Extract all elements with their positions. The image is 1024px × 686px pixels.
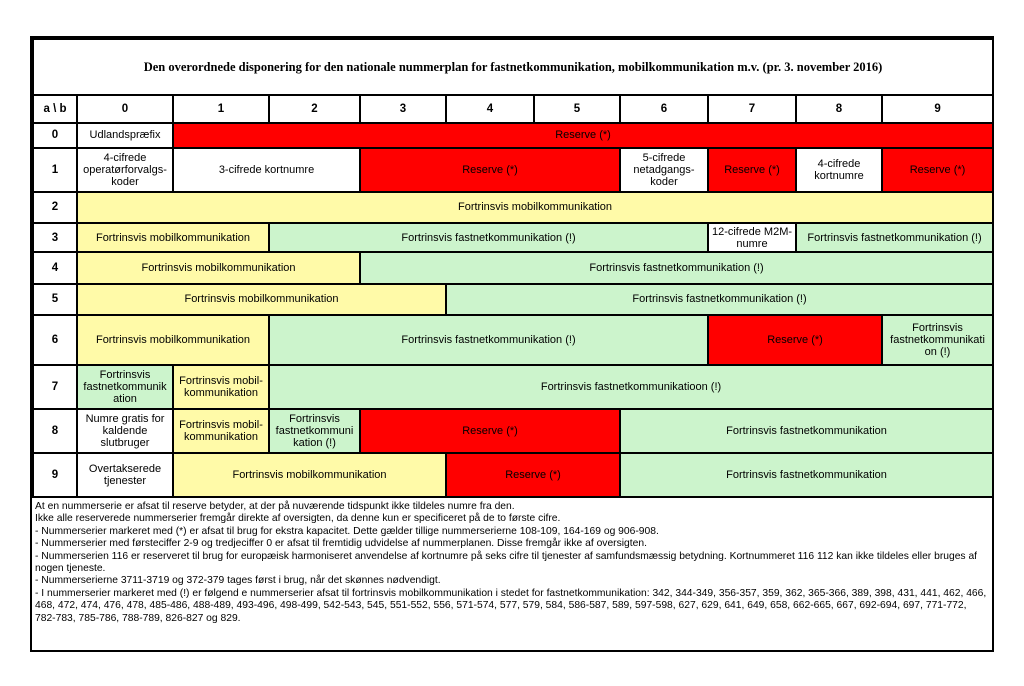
plan-cell-other: Numre gratis for kaldende slutbruger	[77, 409, 173, 453]
numbering-plan-table	[32, 38, 994, 498]
column-header-0: 0	[77, 95, 173, 122]
note-line: - Nummerserien 116 er reserveret til brug for europæisk harmoniseret anvendelse af kortnumre på seks cifre til tjenester af samfundsmæssig betydning. Kortnummeret 116 112 kan ikke tildeles eller bruges af nogen tjeneste.	[35, 550, 978, 575]
plan-cell-fastnet: Fortrinsvis fastnetkommunik ation	[77, 365, 173, 409]
plan-cell-mobil: Fortrinsvis mobilkommunikation	[77, 192, 993, 223]
table-row	[33, 284, 993, 315]
plan-cell-fastnet: Fortrinsvis fastnetkommuni kation (!)	[269, 409, 360, 453]
row-header-5: 5	[33, 284, 77, 315]
table-row	[33, 453, 993, 497]
plan-cell-fastnet: Fortrinsvis fastnetkommunikation (!)	[269, 223, 708, 252]
title-row	[33, 39, 993, 95]
plan-cell-mobil: Fortrinsvis mobilkommunikation	[77, 252, 360, 283]
note-line: - Nummerserier med førsteciffer 2-9 og tredjeciffer 0 er afsat til fremtidig udvidelse af nummerplanen. Disse fremgår ikke af oversigten.	[35, 538, 647, 550]
table-row	[33, 252, 993, 283]
table-row	[33, 192, 993, 223]
plan-cell-mobil: Fortrinsvis mobilkommunikation	[173, 453, 446, 497]
column-header-2: 2	[269, 95, 360, 122]
plan-cell-fastnet: Fortrinsvis fastnetkommunikation (!)	[360, 252, 993, 283]
plan-cell-fastnet: Fortrinsvis fastnetkommunikation (!)	[446, 284, 993, 315]
plan-cell-other: Udlandspræfix	[77, 123, 173, 148]
plan-cell-reserve: Reserve (*)	[446, 453, 620, 497]
column-header-1: 1	[173, 95, 269, 122]
table-row	[33, 223, 993, 252]
row-header-4: 4	[33, 252, 77, 283]
row-header-9: 9	[33, 453, 77, 497]
row-header-6: 6	[33, 315, 77, 365]
plan-cell-other: 12-cifrede M2M-numre	[708, 223, 796, 252]
plan-cell-fastnet: Fortrinsvis fastnetkommunikation	[620, 453, 993, 497]
column-header-row	[33, 95, 993, 122]
numbering-plan-document	[30, 36, 994, 652]
plan-cell-reserve: Reserve (*)	[882, 148, 993, 192]
plan-cell-other: Overtakserede tjenester	[77, 453, 173, 497]
plan-cell-mobil: Fortrinsvis mobilkommunikation	[77, 223, 269, 252]
column-header-7: 7	[708, 95, 796, 122]
column-header-4: 4	[446, 95, 534, 122]
plan-cell-fastnet: Fortrinsvis fastnetkommunikation	[620, 409, 993, 453]
row-header-3: 3	[33, 223, 77, 252]
plan-cell-fastnet: Fortrinsvis fastnetkommunikatioon (!)	[269, 365, 993, 409]
note-line: Ikke alle reserverede nummerserier fremgår direkte af oversigten, da denne kun er specificeret på de to første cifre.	[35, 513, 561, 525]
plan-cell-mobil: Fortrinsvis mobilkommunikation	[77, 284, 446, 315]
notes	[32, 498, 992, 625]
plan-cell-mobil: Fortrinsvis mobil-kommunikation	[173, 409, 269, 453]
column-header-6: 6	[620, 95, 708, 122]
column-header-9: 9	[882, 95, 993, 122]
note-line: - Nummerserierne 3711-3719 og 372-379 tages først i brug, når det skønnes nødvendigt.	[35, 575, 441, 587]
row-header-0: 0	[33, 123, 77, 148]
plan-cell-fastnet: Fortrinsvis fastnetkommunikation (!)	[796, 223, 993, 252]
row-header-7: 7	[33, 365, 77, 409]
table-row	[33, 123, 993, 148]
plan-cell-reserve: Reserve (*)	[360, 409, 620, 453]
plan-cell-fastnet: Fortrinsvis fastnetkommunikation (!)	[269, 315, 708, 365]
plan-cell-other: 4-cifrede operatørforvalgs-koder	[77, 148, 173, 192]
plan-cell-reserve: Reserve (*)	[173, 123, 993, 148]
plan-cell-reserve: Reserve (*)	[360, 148, 620, 192]
table-row	[33, 365, 993, 409]
column-header-3: 3	[360, 95, 446, 122]
note-line: At en nummerserie er afsat til reserve betyder, at der på nuværende tidspunkt ikke tildeles numre fra den.	[35, 501, 515, 512]
column-header-5: 5	[534, 95, 620, 122]
row-header-2: 2	[33, 192, 77, 223]
plan-cell-mobil: Fortrinsvis mobilkommunikation	[77, 315, 269, 365]
table-row	[33, 409, 993, 453]
corner-header: a \ b	[33, 95, 77, 122]
row-header-8: 8	[33, 409, 77, 453]
note-line: - Nummerserier markeret med (*) er afsat til brug for ekstra kapacitet. Dette gælder tillige nummerserierne 108-109, 164-169 og 906-908.	[35, 525, 659, 537]
plan-cell-fastnet: Fortrinsvis fastnetkommunikati on (!)	[882, 315, 993, 365]
column-header-8: 8	[796, 95, 882, 122]
table-row	[33, 315, 993, 365]
note-line: - I nummerserier markeret med (!) er følgend e nummerserier afsat til fortrinsvis mobilkommunikation i stedet for fastnetkommunikation: 342, 344-349, 356-357, 359, 362, 365-366, 389, 398, 431, 441, 462, 466, 468, 472, 474, 476, 478, 485-486, 488-489, 493-496, 498-499, 542-543, 545, 551-552, 556, 571-574, 577, 579, 584, 586-587, 589, 597-598, 627, 629, 641, 649, 658, 662-665, 667, 692-694, 697, 771-772, 782-783, 785-786, 788-789, 826-827 og 829.	[35, 587, 987, 624]
plan-cell-other: 4-cifrede kortnumre	[796, 148, 882, 192]
plan-cell-other: 5-cifrede netadgangs-koder	[620, 148, 708, 192]
table-row	[33, 148, 993, 192]
plan-cell-other: 3-cifrede kortnumre	[173, 148, 360, 192]
plan-cell-mobil: Fortrinsvis mobil-kommunikation	[173, 365, 269, 409]
plan-cell-reserve: Reserve (*)	[708, 315, 882, 365]
row-header-1: 1	[33, 148, 77, 192]
page-title: Den overordnede disponering for den nationale nummerplan for fastnetkommunikation, mobilkommunikation m.v. (pr. 3. november 2016)	[33, 39, 993, 95]
plan-cell-reserve: Reserve (*)	[708, 148, 796, 192]
